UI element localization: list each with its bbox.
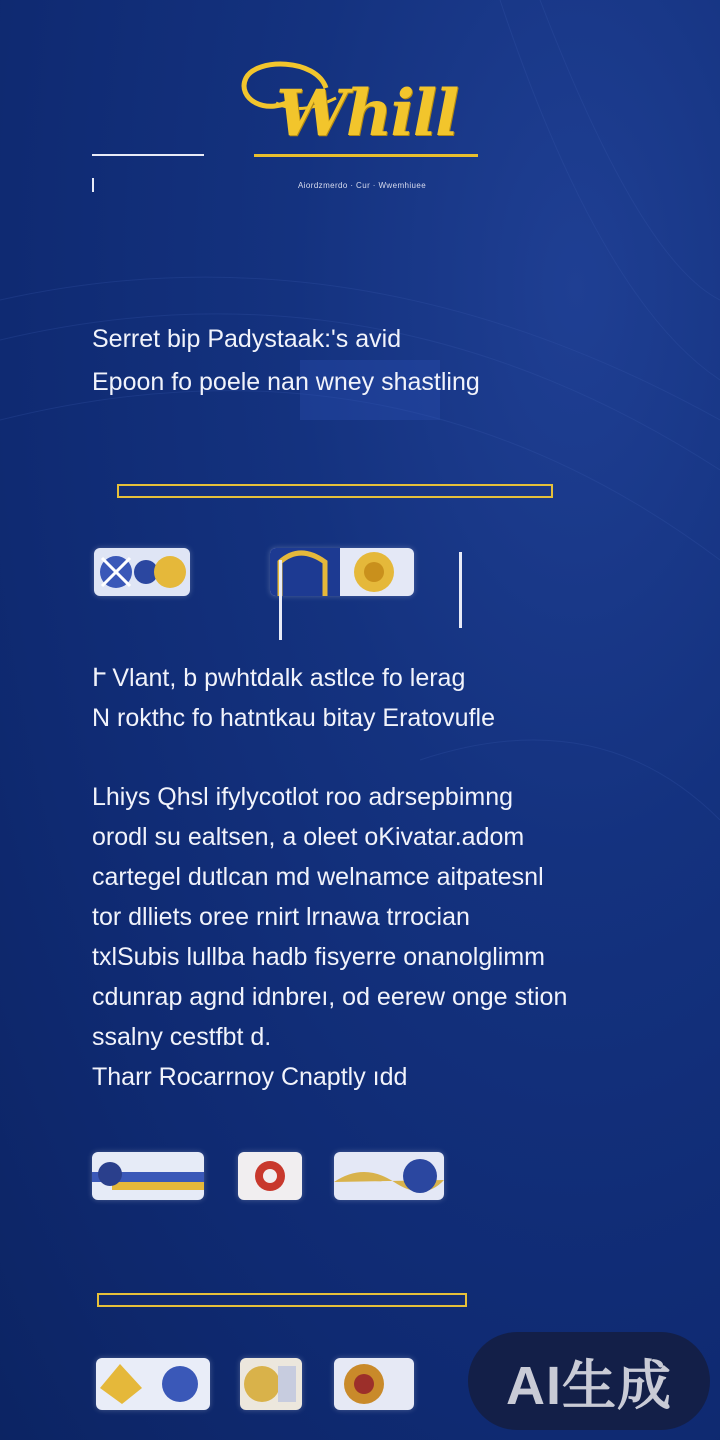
body-line: orodl su ealtsen, a oleet oKivatar.adom: [92, 823, 525, 851]
logo-wordmark: Whill: [276, 76, 458, 151]
intro-line: Epoon fo poele nan wney shastling: [92, 368, 480, 396]
body-line: cartegel dutlcan md welnamce aitpatesnl: [92, 863, 544, 891]
intro-line: Serret bip Padystaak:'s avid: [92, 325, 402, 353]
thumbnail-image-6: [96, 1358, 210, 1410]
gold-divider-1: [117, 484, 553, 498]
brand-tagline: Aiordzmerdo · Cur · Wwemhiuee: [298, 181, 427, 190]
feature-line: N rokthc fo hatntkau bitay Eratovufle: [92, 704, 495, 732]
logo-underline: [254, 154, 478, 157]
body-paragraph: [92, 777, 672, 1097]
top-left-tick: [92, 178, 94, 192]
divider-vertical-2: [459, 552, 462, 628]
thumbnail-image-1: [94, 548, 190, 596]
top-left-rule: [92, 154, 204, 156]
body-line: tor dlliets oree rnirt lrnawa trrocian: [92, 903, 470, 931]
thumbnail-image-8: [334, 1358, 414, 1410]
body-line: ssalny cestfbt d.: [92, 1023, 272, 1051]
divider-vertical-1: [279, 560, 282, 640]
thumbnail-image-2: [270, 548, 414, 596]
thumbnail-image-4: [238, 1152, 302, 1200]
thumbnail-image-3: [92, 1152, 204, 1200]
brand-logo: [236, 58, 476, 168]
feature-line: Ւ Vlant, b pwhtdalk astlce fo lerag: [92, 664, 466, 692]
thumbnail-image-7: [240, 1358, 302, 1410]
body-line: cdunrap agnd idnbreı, od eerew onge stion: [92, 983, 568, 1011]
body-line: Lhiys Qhsl ifylycotlot roo adrsepbimng: [92, 783, 514, 811]
thumbnail-image-5: [334, 1152, 444, 1200]
feature-paragraph: [92, 658, 672, 738]
gold-divider-2: [97, 1293, 467, 1307]
body-line: Tharr Rocarrnoy Cnaptly ıdd: [92, 1063, 408, 1091]
ai-generated-watermark: AI生成: [468, 1332, 710, 1430]
intro-paragraph: [92, 318, 652, 404]
body-line: txlSubis lullba hadb fisyerre onanolglimm: [92, 943, 546, 971]
